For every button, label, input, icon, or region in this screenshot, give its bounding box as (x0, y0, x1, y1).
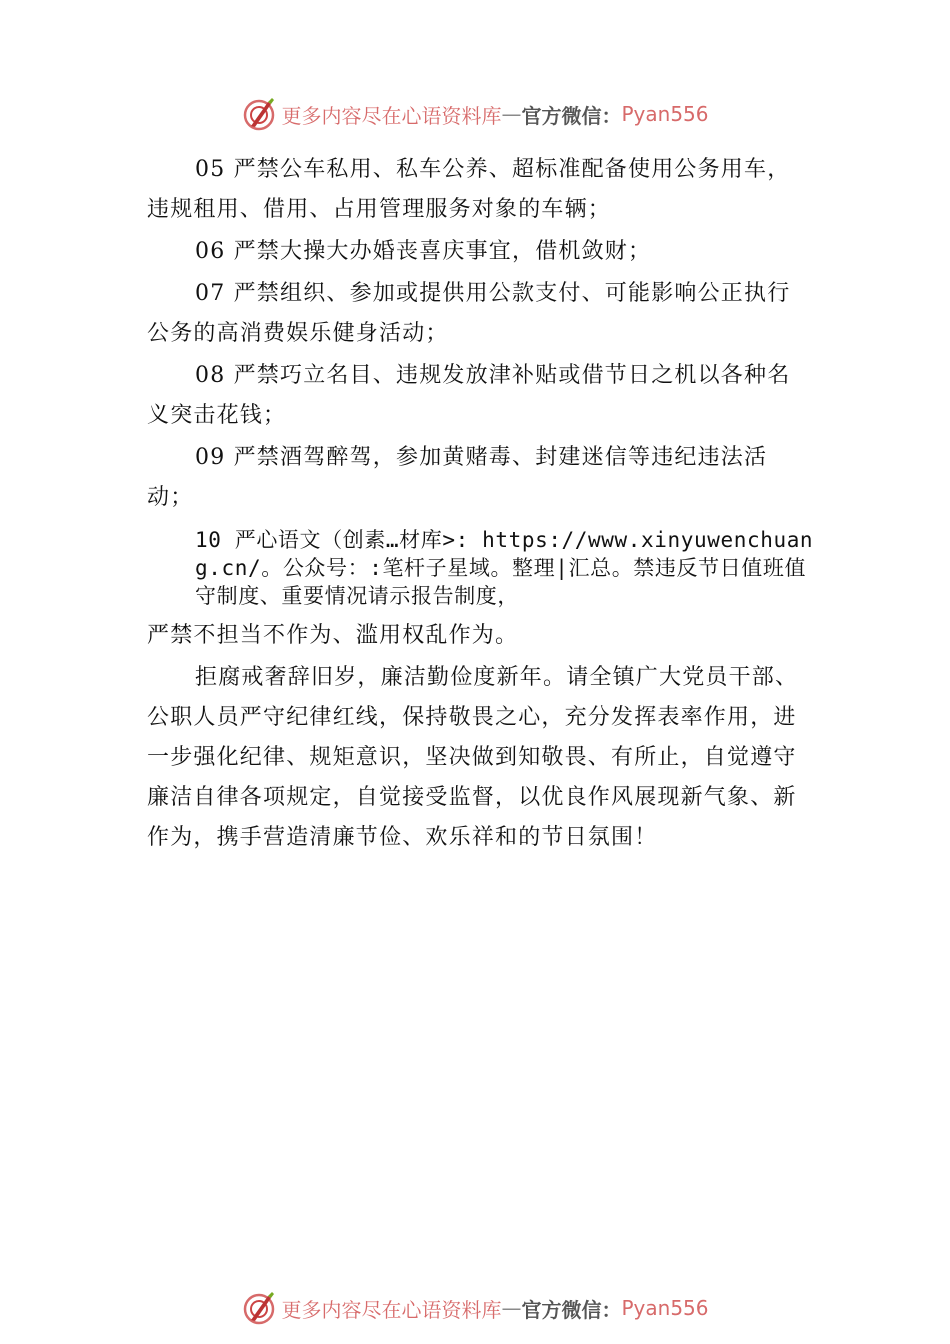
wechat-label: 官方微信： (521, 103, 622, 128)
footer-dash: — (501, 1296, 522, 1320)
header-dash: — (501, 102, 522, 126)
wechat-id: Pyan556 (621, 1296, 709, 1320)
rule-item-10: 10 严心语文（创素…材库>: https://www.xinyuwenchuang.cn/。公众号：:笔杆子星域。整理|汇总。禁违反节日值班值守制度、重要情况请示报告制度， (195, 528, 814, 608)
page-header (0, 94, 950, 134)
brush-logo-icon (241, 1290, 277, 1326)
brush-logo-icon (241, 96, 277, 132)
rule-item-08: 08 严禁巧立名目、违规发放津补贴或借节日之机以各种名义突击花钱； (147, 363, 791, 428)
rule-item-07: 07 严禁组织、参加或提供用公款支付、可能影响公正执行公务的高消费娱乐健身活动； (147, 281, 791, 346)
promo-text: 更多内容尽在心语资料库 (281, 1297, 502, 1322)
rule-item-09: 09 严禁酒驾醉驾，参加黄赌毒、封建迷信等违纪违法活动； (147, 445, 768, 510)
wechat-label: 官方微信： (521, 1297, 622, 1322)
promo-text: 更多内容尽在心语资料库 (281, 103, 502, 128)
page-footer (0, 1288, 950, 1328)
closing-paragraph: 拒腐戒奢辞旧岁，廉洁勤俭度新年。请全镇广大党员干部、公职人员严守纪律红线，保持敬畏之心，充分发挥表率作用，进一步强化纪律、规矩意识，坚决做到知敬畏、有所止，自觉遵守廉洁自律各项规定，自觉接受监督，以优良作风展现新气象、新作为，携手营造清廉节俭、欢乐祥和的节日氛围！ (147, 665, 799, 850)
rule-item-10-tail: 严禁不担当不作为、滥用权乱作为。 (147, 623, 519, 648)
wechat-id: Pyan556 (621, 102, 709, 126)
rule-item-05: 05 严禁公车私用、私车公养、超标准配备使用公务用车，违规租用、借用、占用管理服务对象的车辆； (147, 157, 791, 222)
rule-item-06: 06 严禁大操大办婚丧喜庆事宜，借机敛财； (195, 239, 652, 264)
document-body (147, 150, 814, 858)
